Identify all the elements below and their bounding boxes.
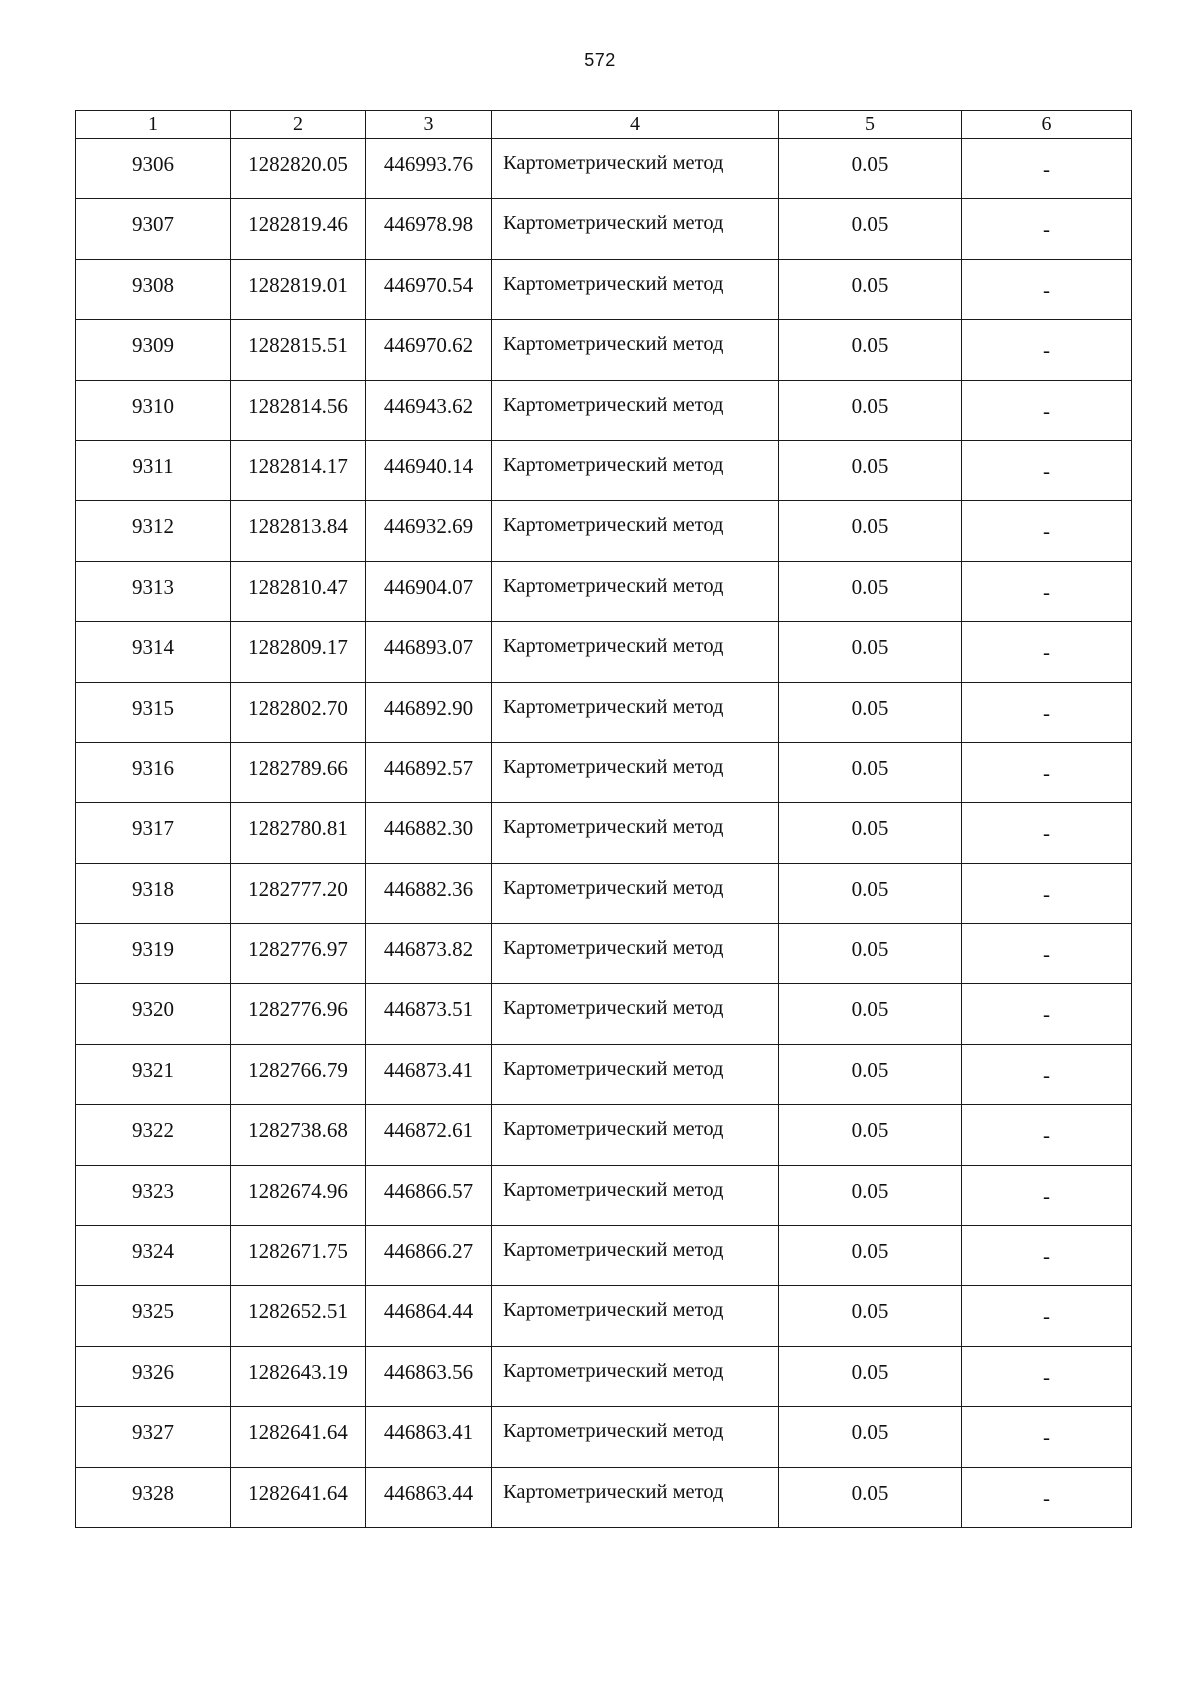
note-cell: - xyxy=(962,139,1132,199)
note-cell: - xyxy=(962,320,1132,380)
table-row xyxy=(76,1346,1132,1406)
table-row xyxy=(76,1467,1132,1527)
method-cell: Картометрический метод xyxy=(492,1044,779,1104)
method-cell: Картометрический метод xyxy=(492,501,779,561)
method-cell: Картометрический метод xyxy=(492,622,779,682)
accuracy-cell: 0.05 xyxy=(779,1165,962,1225)
note-cell: - xyxy=(962,380,1132,440)
x-coordinate-cell: 1282809.17 xyxy=(231,622,366,682)
x-coordinate-cell: 1282641.64 xyxy=(231,1467,366,1527)
note-cell: - xyxy=(962,1226,1132,1286)
method-cell: Картометрический метод xyxy=(492,863,779,923)
table-row xyxy=(76,259,1132,319)
y-coordinate-cell: 446873.41 xyxy=(366,1044,492,1104)
y-coordinate-cell: 446882.30 xyxy=(366,803,492,863)
x-coordinate-cell: 1282777.20 xyxy=(231,863,366,923)
point-number-cell: 9311 xyxy=(76,440,231,500)
method-cell: Картометрический метод xyxy=(492,682,779,742)
accuracy-cell: 0.05 xyxy=(779,440,962,500)
note-cell: - xyxy=(962,1105,1132,1165)
note-cell: - xyxy=(962,561,1132,621)
x-coordinate-cell: 1282789.66 xyxy=(231,742,366,802)
point-number-cell: 9308 xyxy=(76,259,231,319)
point-number-cell: 9306 xyxy=(76,139,231,199)
x-coordinate-cell: 1282813.84 xyxy=(231,501,366,561)
page-number: 572 xyxy=(584,50,616,70)
note-cell: - xyxy=(962,440,1132,500)
x-coordinate-cell: 1282776.96 xyxy=(231,984,366,1044)
method-cell: Картометрический метод xyxy=(492,259,779,319)
point-number-cell: 9313 xyxy=(76,561,231,621)
point-number-cell: 9315 xyxy=(76,682,231,742)
note-cell: - xyxy=(962,1165,1132,1225)
table-row xyxy=(76,742,1132,802)
point-number-cell: 9307 xyxy=(76,199,231,259)
y-coordinate-cell: 446873.82 xyxy=(366,924,492,984)
point-number-cell: 9319 xyxy=(76,924,231,984)
column-header-4: 4 xyxy=(492,111,779,139)
point-number-cell: 9309 xyxy=(76,320,231,380)
table-row xyxy=(76,1044,1132,1104)
point-number-cell: 9317 xyxy=(76,803,231,863)
y-coordinate-cell: 446866.57 xyxy=(366,1165,492,1225)
accuracy-cell: 0.05 xyxy=(779,561,962,621)
note-cell: - xyxy=(962,1286,1132,1346)
method-cell: Картометрический метод xyxy=(492,380,779,440)
x-coordinate-cell: 1282643.19 xyxy=(231,1346,366,1406)
note-cell: - xyxy=(962,1407,1132,1467)
x-coordinate-cell: 1282814.56 xyxy=(231,380,366,440)
y-coordinate-cell: 446863.41 xyxy=(366,1407,492,1467)
y-coordinate-cell: 446892.57 xyxy=(366,742,492,802)
x-coordinate-cell: 1282780.81 xyxy=(231,803,366,863)
accuracy-cell: 0.05 xyxy=(779,501,962,561)
note-cell: - xyxy=(962,924,1132,984)
column-header-5: 5 xyxy=(779,111,962,139)
x-coordinate-cell: 1282819.46 xyxy=(231,199,366,259)
column-header-2: 2 xyxy=(231,111,366,139)
method-cell: Картометрический метод xyxy=(492,199,779,259)
accuracy-cell: 0.05 xyxy=(779,1044,962,1104)
table-row xyxy=(76,1286,1132,1346)
accuracy-cell: 0.05 xyxy=(779,1105,962,1165)
point-number-cell: 9327 xyxy=(76,1407,231,1467)
method-cell: Картометрический метод xyxy=(492,924,779,984)
x-coordinate-cell: 1282674.96 xyxy=(231,1165,366,1225)
y-coordinate-cell: 446873.51 xyxy=(366,984,492,1044)
x-coordinate-cell: 1282776.97 xyxy=(231,924,366,984)
note-cell: - xyxy=(962,984,1132,1044)
table-row xyxy=(76,984,1132,1044)
table-row xyxy=(76,561,1132,621)
x-coordinate-cell: 1282766.79 xyxy=(231,1044,366,1104)
table-row xyxy=(76,1226,1132,1286)
table-row xyxy=(76,803,1132,863)
point-number-cell: 9325 xyxy=(76,1286,231,1346)
y-coordinate-cell: 446866.27 xyxy=(366,1226,492,1286)
method-cell: Картометрический метод xyxy=(492,561,779,621)
accuracy-cell: 0.05 xyxy=(779,380,962,440)
method-cell: Картометрический метод xyxy=(492,742,779,802)
table-row xyxy=(76,863,1132,923)
point-number-cell: 9322 xyxy=(76,1105,231,1165)
y-coordinate-cell: 446872.61 xyxy=(366,1105,492,1165)
accuracy-cell: 0.05 xyxy=(779,863,962,923)
y-coordinate-cell: 446970.62 xyxy=(366,320,492,380)
y-coordinate-cell: 446970.54 xyxy=(366,259,492,319)
note-cell: - xyxy=(962,682,1132,742)
note-cell: - xyxy=(962,622,1132,682)
column-header-6: 6 xyxy=(962,111,1132,139)
x-coordinate-cell: 1282652.51 xyxy=(231,1286,366,1346)
note-cell: - xyxy=(962,1346,1132,1406)
method-cell: Картометрический метод xyxy=(492,320,779,380)
table-row xyxy=(76,1407,1132,1467)
x-coordinate-cell: 1282814.17 xyxy=(231,440,366,500)
y-coordinate-cell: 446993.76 xyxy=(366,139,492,199)
accuracy-cell: 0.05 xyxy=(779,742,962,802)
note-cell: - xyxy=(962,863,1132,923)
y-coordinate-cell: 446863.44 xyxy=(366,1467,492,1527)
method-cell: Картометрический метод xyxy=(492,803,779,863)
method-cell: Картометрический метод xyxy=(492,139,779,199)
column-header-3: 3 xyxy=(366,111,492,139)
method-cell: Картометрический метод xyxy=(492,1226,779,1286)
x-coordinate-cell: 1282802.70 xyxy=(231,682,366,742)
point-number-cell: 9312 xyxy=(76,501,231,561)
accuracy-cell: 0.05 xyxy=(779,924,962,984)
accuracy-cell: 0.05 xyxy=(779,984,962,1044)
y-coordinate-cell: 446932.69 xyxy=(366,501,492,561)
table-row xyxy=(76,1165,1132,1225)
y-coordinate-cell: 446892.90 xyxy=(366,682,492,742)
x-coordinate-cell: 1282671.75 xyxy=(231,1226,366,1286)
point-number-cell: 9310 xyxy=(76,380,231,440)
accuracy-cell: 0.05 xyxy=(779,199,962,259)
point-number-cell: 9321 xyxy=(76,1044,231,1104)
note-cell: - xyxy=(962,803,1132,863)
point-number-cell: 9326 xyxy=(76,1346,231,1406)
x-coordinate-cell: 1282815.51 xyxy=(231,320,366,380)
point-number-cell: 9316 xyxy=(76,742,231,802)
accuracy-cell: 0.05 xyxy=(779,622,962,682)
point-number-cell: 9318 xyxy=(76,863,231,923)
header-row xyxy=(76,111,1132,139)
y-coordinate-cell: 446904.07 xyxy=(366,561,492,621)
table-body xyxy=(76,139,1132,1528)
x-coordinate-cell: 1282810.47 xyxy=(231,561,366,621)
y-coordinate-cell: 446978.98 xyxy=(366,199,492,259)
x-coordinate-cell: 1282641.64 xyxy=(231,1407,366,1467)
table-row xyxy=(76,380,1132,440)
point-number-cell: 9328 xyxy=(76,1467,231,1527)
column-header-1: 1 xyxy=(76,111,231,139)
y-coordinate-cell: 446863.56 xyxy=(366,1346,492,1406)
table-row xyxy=(76,320,1132,380)
method-cell: Картометрический метод xyxy=(492,1467,779,1527)
point-number-cell: 9320 xyxy=(76,984,231,1044)
method-cell: Картометрический метод xyxy=(492,1407,779,1467)
method-cell: Картометрический метод xyxy=(492,1105,779,1165)
y-coordinate-cell: 446940.14 xyxy=(366,440,492,500)
accuracy-cell: 0.05 xyxy=(779,1226,962,1286)
y-coordinate-cell: 446893.07 xyxy=(366,622,492,682)
note-cell: - xyxy=(962,501,1132,561)
table-header xyxy=(76,111,1132,139)
table-row xyxy=(76,199,1132,259)
accuracy-cell: 0.05 xyxy=(779,139,962,199)
note-cell: - xyxy=(962,259,1132,319)
x-coordinate-cell: 1282738.68 xyxy=(231,1105,366,1165)
accuracy-cell: 0.05 xyxy=(779,1407,962,1467)
accuracy-cell: 0.05 xyxy=(779,320,962,380)
accuracy-cell: 0.05 xyxy=(779,1467,962,1527)
point-number-cell: 9323 xyxy=(76,1165,231,1225)
y-coordinate-cell: 446882.36 xyxy=(366,863,492,923)
point-number-cell: 9324 xyxy=(76,1226,231,1286)
method-cell: Картометрический метод xyxy=(492,440,779,500)
method-cell: Картометрический метод xyxy=(492,984,779,1044)
table-row xyxy=(76,682,1132,742)
coordinates-table xyxy=(75,110,1132,1528)
x-coordinate-cell: 1282819.01 xyxy=(231,259,366,319)
table-row xyxy=(76,440,1132,500)
y-coordinate-cell: 446943.62 xyxy=(366,380,492,440)
table-row xyxy=(76,622,1132,682)
accuracy-cell: 0.05 xyxy=(779,682,962,742)
method-cell: Картометрический метод xyxy=(492,1165,779,1225)
table-row xyxy=(76,501,1132,561)
table-row xyxy=(76,139,1132,199)
accuracy-cell: 0.05 xyxy=(779,803,962,863)
accuracy-cell: 0.05 xyxy=(779,1286,962,1346)
accuracy-cell: 0.05 xyxy=(779,1346,962,1406)
note-cell: - xyxy=(962,1467,1132,1527)
accuracy-cell: 0.05 xyxy=(779,259,962,319)
point-number-cell: 9314 xyxy=(76,622,231,682)
method-cell: Картометрический метод xyxy=(492,1286,779,1346)
note-cell: - xyxy=(962,742,1132,802)
note-cell: - xyxy=(962,1044,1132,1104)
x-coordinate-cell: 1282820.05 xyxy=(231,139,366,199)
table-row xyxy=(76,924,1132,984)
y-coordinate-cell: 446864.44 xyxy=(366,1286,492,1346)
method-cell: Картометрический метод xyxy=(492,1346,779,1406)
note-cell: - xyxy=(962,199,1132,259)
table-row xyxy=(76,1105,1132,1165)
